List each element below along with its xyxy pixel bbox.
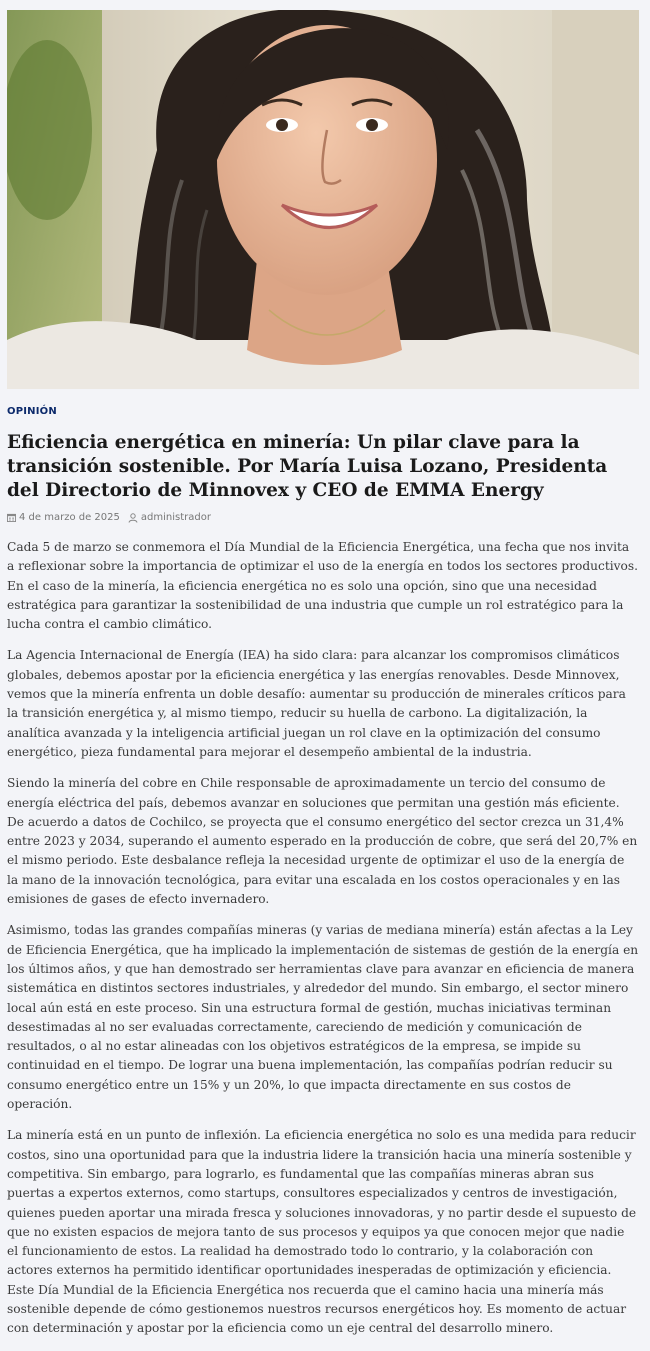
article-paragraph: La minería está en un punto de inflexión. La eficiencia energética no solo es una medida para reducir costos, sino una oportunidad para que la industria lidere la transición hacia una minería sostenible y competitiva. Sin embargo, para lograrlo, es fundamental que las compañías mineras abran sus puertas a expertos externos, como startups, consultores especializados y centros de investigación, quienes pueden aportar una mirada fresca y soluciones innovadoras, y no partir desde el supuesto de que no existen espacios de mejora tanto de sus procesos y equipos ya que conocen mejor que nadie el funcionamiento de estos. La realidad ha demostrado todo lo contrario, y la colaboración con actores externos ha permitido identificar oportunidades inesperadas de optimización y eficiencia. Este Día Mundial de la Eficiencia Energética nos recuerda que el camino hacia una minería más sostenible depende de cómo gestionemos nuestros recursos energéticos hoy. Es momento de actuar con determinación y apostar por la eficiencia como un eje central del desarrollo minero. bbox=[7, 1128, 637, 1336]
calendar-icon bbox=[7, 513, 16, 522]
author-name: administrador bbox=[140, 512, 211, 523]
category-label[interactable]: OPINIÓN bbox=[7, 406, 57, 417]
publish-date-text: 4 de marzo de 2025 bbox=[19, 512, 120, 523]
article-title: Eficiencia energética en minería: Un pilar clave para la transición sostenible. Por María Luisa Lozano, Presidenta del Directorio de Minnovex y CEO de EMMA Energy bbox=[7, 432, 608, 501]
article-paragraph: La Agencia Internacional de Energía (IEA) ha sido clara: para alcanzar los compromisos climáticos globales, debemos apostar por la eficiencia energética y las energías renovables. Desde Minnovex, vemos que la minería enfrenta un doble desafío: aumentar su producción de minerales críticos para la transición energética y, al mismo tiempo, reducir su huella de carbono. La digitalización, la analítica avanzada y la inteligencia artificial juegan un rol clave en la optimización del consumo energético, pieza fundamental para mejorar el desempeño ambiental de la industria. bbox=[7, 648, 626, 759]
user-icon bbox=[128, 513, 138, 523]
article-paragraph: Cada 5 de marzo se conmemora el Día Mundial de la Eficiencia Energética, una fecha que nos invita a reflexionar sobre la importancia de optimizar el uso de la energía en todos los sectores productivos. En el caso de la minería, la eficiencia energética no es solo una opción, sino que una necesidad estratégica para garantizar la sostenibilidad de una industria que cumple un rol estratégico para la lucha contra el cambio climático. bbox=[7, 540, 639, 632]
publish-date[interactable] bbox=[7, 512, 120, 523]
author-portrait-photo bbox=[7, 10, 639, 389]
article-paragraph: Siendo la minería del cobre en Chile responsable de aproximadamente un tercio del consumo de energía eléctrica del país, debemos avanzar en soluciones que permitan una gestión más eficiente. De acuerdo a datos de Cochilco, se proyecta que el consumo energético del sector crezca un 31,4% entre 2023 y 2034, superando el aumento esperado en la producción de cobre, que será del 20,7% en el mismo periodo. Este desbalance refleja la necesidad urgente de optimizar el uso de la energía de la mano de la innovación tecnológica, para evitar una escalada en los costos operacionales y en las emisiones de gases de efecto invernadero. bbox=[7, 776, 638, 907]
article-meta bbox=[7, 512, 211, 523]
author-link[interactable] bbox=[128, 512, 211, 523]
article-body bbox=[7, 538, 639, 1351]
article-paragraph: Asimismo, todas las grandes compañías mineras (y varias de mediana minería) están afectas a la Ley de Eficiencia Energética, que ha implicado la implementación de sistemas de gestión de la energía en los últimos años, y que han demostrado ser herramientas clave para avanzar en eficiencia de manera sistemática en distintos sectores industriales, y alrededor del mundo. Sin embargo, el sector minero local aún está en este proceso. Sin una estructura formal de gestión, muchas iniciativas terminan desestimadas al no ser evaluadas correctamente, careciendo de medición y comunicación de resultados, o al no estar alineadas con los objetivos estratégicos de la empresa, se impide su continuidad en el tiempo. De lograr una buena implementación, las compañías podrían reducir su consumo energético entre un 15% y un 20%, lo que impacta directamente en sus costos de operación. bbox=[7, 923, 639, 1112]
